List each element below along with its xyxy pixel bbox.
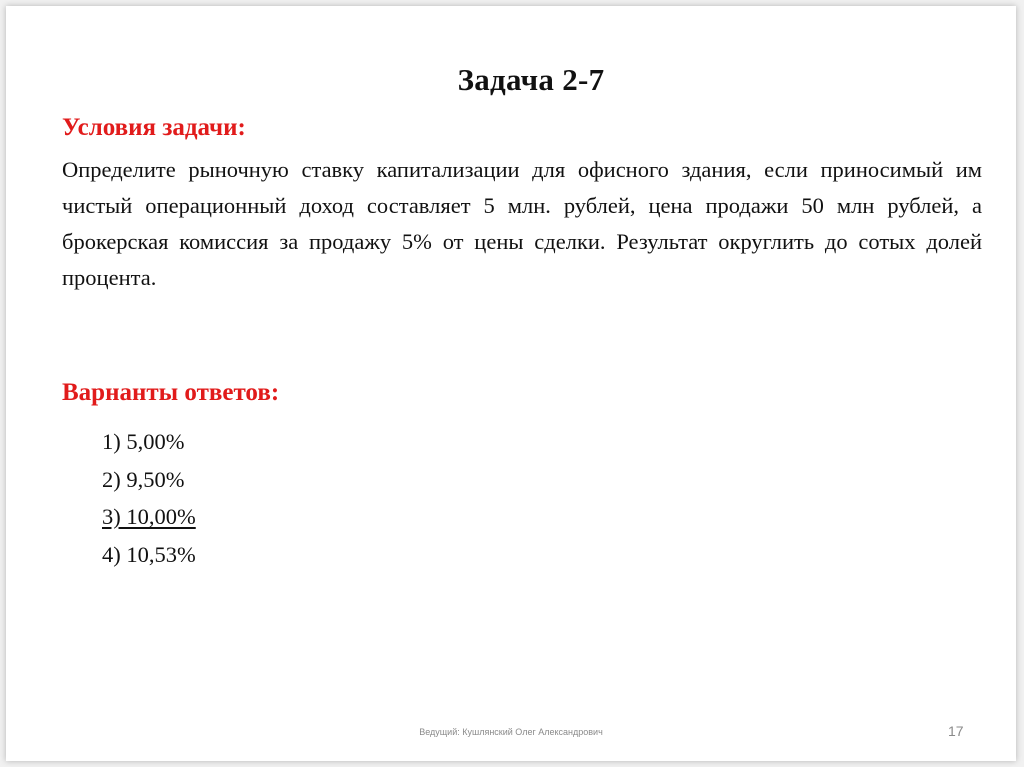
answer-option-label: 3) 10,00% — [102, 504, 196, 529]
slide-title: Задача 2-7 — [457, 62, 605, 97]
answer-option-label: 1) 5,00% — [102, 429, 185, 454]
conditions-text: Определите рыночную ставку капитализации для офисного здания, если приносимый им чистый операционный доход составляет 5 млн. рублей, цена продажи 50 млн рублей, а брокерская комиссия за продажу 5% от цены сделки. Результат округлить до сотых долей процента. — [62, 157, 982, 290]
conditions-heading: Условия задачи: — [62, 114, 246, 141]
answer-option-label: 4) 10,53% — [102, 541, 196, 567]
footer-presenter: Ведущий: Кушлянский Олег Александрович — [419, 727, 603, 737]
answer-option-4 — [102, 536, 196, 574]
answer-option-2 — [102, 461, 196, 499]
slide — [6, 6, 1016, 761]
page-number: 17 — [948, 723, 964, 739]
answer-option-1 — [102, 423, 196, 461]
answers-heading: Варнанты ответов: — [62, 379, 280, 406]
answer-option-3 — [102, 498, 196, 536]
answer-option-label: 2) 9,50% — [102, 466, 185, 492]
answer-options-list — [102, 423, 196, 573]
